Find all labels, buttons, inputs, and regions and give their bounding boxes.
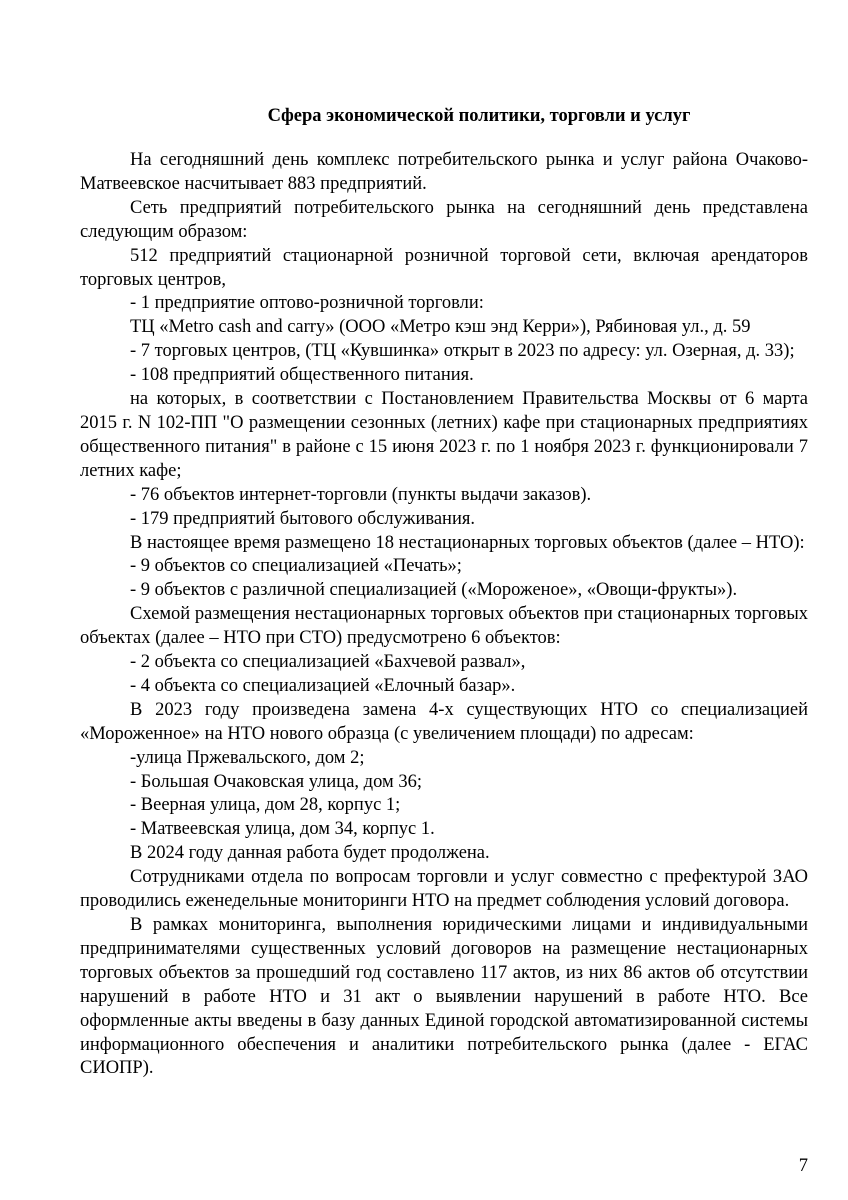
paragraph-8: на которых, в соответствии с Постановлением Правительства Москвы от 6 марта 2015 г. N 102-ПП "О размещении сезонных (летних) кафе при стационарных предприятиях общественного питания" в районе с 15 июня 2023 г. по 1 ноября 2023 г. функционировали 7 летних кафе; <box>80 389 808 481</box>
address-item-2: - Большая Очаковская улица, дом 36; <box>130 771 422 792</box>
address-item-4: - Матвеевская улица, дом 34, корпус 1. <box>130 819 435 840</box>
document-body <box>80 149 808 1081</box>
address-item-3: - Веерная улица, дом 28, корпус 1; <box>130 795 401 816</box>
paragraph-12: - 9 объектов со специализацией «Печать»; <box>130 556 462 577</box>
paragraph-13: - 9 объектов с различной специализацией («Мороженое», «Овощи-фрукты»). <box>130 580 738 601</box>
paragraph-6: - 7 торговых центров, (ТЦ «Кувшинка» открыт в 2023 по адресу: ул. Озерная, д. 33); <box>130 341 795 362</box>
paragraph-2: Сеть предприятий потребительского рынка на сегодняшний день представлена следующим образом: <box>80 197 808 242</box>
paragraph-22: В 2024 году данная работа будет продолжена. <box>130 843 490 864</box>
page-number: 7 <box>798 1156 808 1176</box>
paragraph-10: - 179 предприятий бытового обслуживания. <box>130 508 475 529</box>
paragraph-15: - 2 объекта со специализацией «Бахчевой развал», <box>130 652 526 673</box>
paragraph-1: На сегодняшний день комплекс потребительского рынка и услуг района Очаково-Матвеевское насчитывает 883 предприятий. <box>80 150 808 194</box>
paragraph-24: В рамках мониторинга, выполнения юридическими лицами и индивидуальными предпринимателями существенных условий договоров на размещение нестационарных торговых объектов за прошедший год составлено 117 актов, из них 86 актов об отсутствии нарушений в работе НТО и 31 акт о выявлении нарушений в работе НТО. Все оформленные акты введены в базу данных Единой городской автоматизированной системы информационного обеспечения и аналитики потребительского рынка (далее - ЕГАС СИОПР). <box>80 915 808 1079</box>
page-title: Сфера экономической политики, торговли и услуг <box>267 106 691 126</box>
address-item-1: -улица Пржевальского, дом 2; <box>130 747 365 768</box>
paragraph-23: Сотрудниками отдела по вопросам торговли и услуг совместно с префектурой ЗАО проводились еженедельные мониторинги НТО на предмет соблюдения условий договора. <box>80 867 808 912</box>
paragraph-3: 512 предприятий стационарной розничной торговой сети, включая арендаторов торговых центров, <box>80 245 808 290</box>
paragraph-5: ТЦ «Metro cash and carry» (ООО «Метро кэш энд Керри»), Рябиновая ул., д. 59 <box>130 317 751 338</box>
paragraph-7: - 108 предприятий общественного питания. <box>130 365 474 386</box>
paragraph-17: В 2023 году произведена замена 4-х существующих НТО со специализацией «Мороженное» на НТО нового образца (с увеличением площади) по адресам: <box>80 699 808 744</box>
paragraph-16: - 4 объекта со специализацией «Елочный базар». <box>130 675 516 696</box>
paragraph-11: В настоящее время размещено 18 нестационарных торговых объектов (далее – НТО): <box>130 532 805 553</box>
paragraph-14: Схемой размещения нестационарных торговых объектов при стационарных торговых объектах (далее – НТО при СТО) предусмотрено 6 объектов: <box>80 604 808 649</box>
paragraph-4: - 1 предприятие оптово-розничной торговли: <box>130 293 484 314</box>
paragraph-9: - 76 объектов интернет-торговли (пункты выдачи заказов). <box>130 484 592 505</box>
